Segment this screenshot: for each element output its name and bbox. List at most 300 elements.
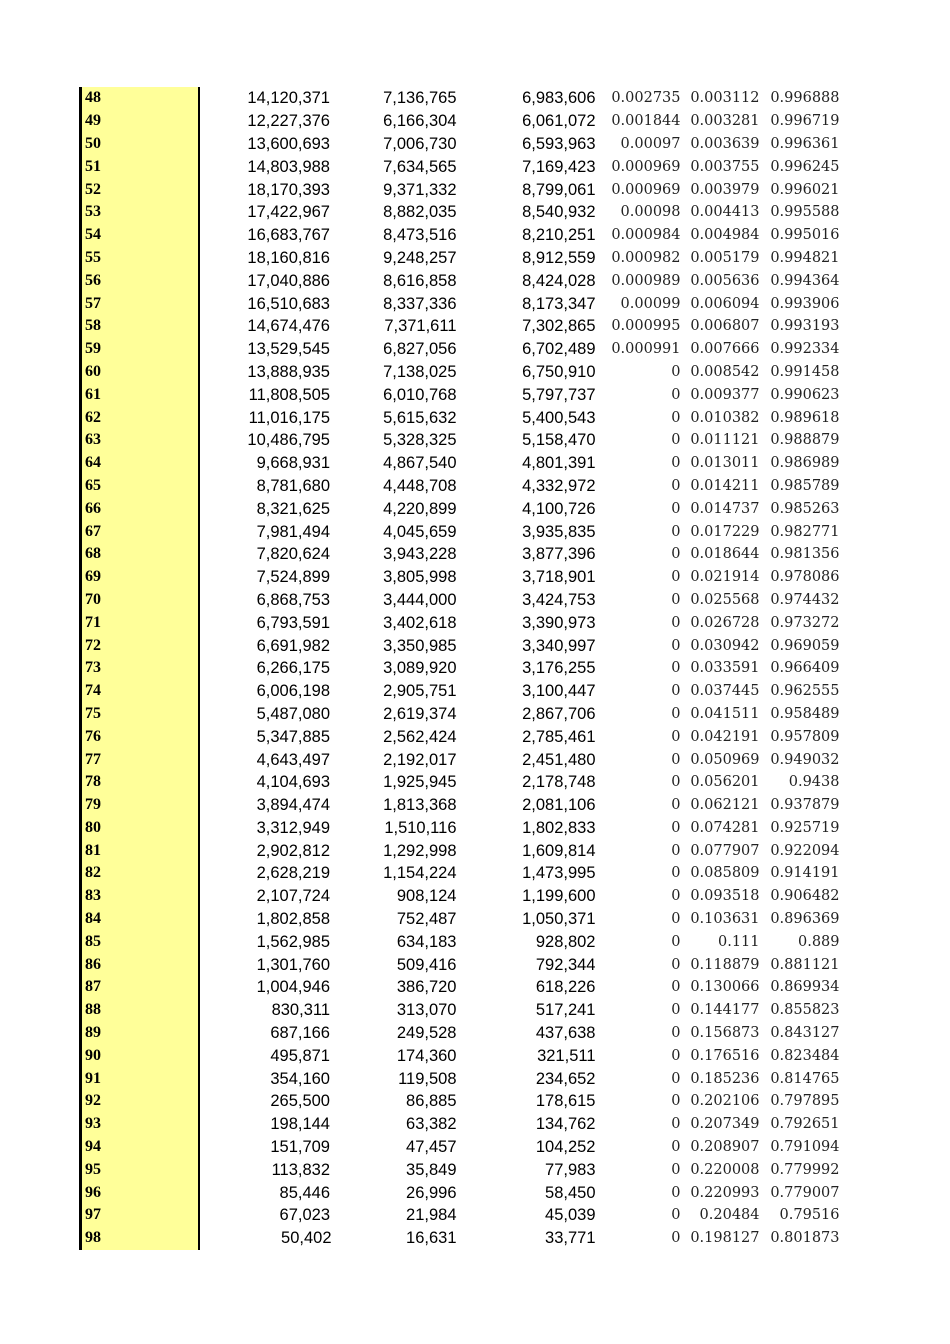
male-cell: 3,402,618 [383, 613, 457, 632]
male-cell: 908,124 [396, 887, 457, 906]
ratio-a-cell: 0 [671, 1161, 681, 1178]
age-cell: 97 [81, 1204, 200, 1227]
ratio-b-cell: 0.025568 [690, 591, 760, 608]
ratio-a-cell: 0 [671, 500, 681, 517]
ratio-b-cell: 0.003112 [690, 90, 760, 107]
male-cell: 249,528 [396, 1024, 457, 1043]
total-cell: 16,683,767 [247, 226, 330, 245]
female-cell: 8,210,251 [522, 226, 596, 245]
ratio-b-cell: 0.037445 [690, 683, 760, 700]
male-cell: 1,925,945 [383, 773, 457, 792]
ratio-a-cell: 0 [671, 979, 681, 996]
female-cell: 2,081,106 [522, 796, 596, 815]
ratio-c-cell: 0.994364 [770, 272, 840, 289]
male-cell: 1,154,224 [383, 864, 457, 883]
ratio-c-cell: 0.974432 [770, 591, 840, 608]
total-cell: 2,902,812 [256, 841, 330, 860]
ratio-c-cell: 0.991458 [770, 363, 840, 380]
ratio-a-cell: 0.000969 [611, 181, 681, 198]
female-cell: 77,983 [545, 1160, 596, 1179]
ratio-a-cell: 0 [671, 842, 681, 859]
ratio-a-cell: 0.000984 [611, 227, 681, 244]
ratio-b-cell: 0.118879 [690, 956, 760, 973]
table-row [81, 110, 840, 133]
ratio-a-cell: 0.00098 [620, 204, 681, 221]
total-cell: 830,311 [271, 1001, 330, 1020]
table-row [81, 794, 840, 817]
female-cell: 104,252 [535, 1138, 596, 1157]
ratio-a-cell: 0 [671, 774, 681, 791]
female-cell: 2,867,706 [522, 704, 596, 723]
total-cell: 7,981,494 [256, 522, 330, 541]
age-cell: 91 [81, 1067, 200, 1090]
ratio-b-cell: 0.006094 [690, 295, 760, 312]
age-cell: 66 [81, 497, 200, 520]
female-cell: 8,424,028 [522, 271, 596, 290]
total-cell: 3,312,949 [256, 818, 330, 837]
male-cell: 8,337,336 [383, 294, 457, 313]
female-cell: 134,762 [535, 1115, 596, 1134]
ratio-c-cell: 0.937879 [770, 797, 840, 814]
ratio-c-cell: 0.779992 [770, 1161, 840, 1178]
male-cell: 5,328,325 [383, 431, 457, 450]
ratio-b-cell: 0.013011 [690, 455, 760, 472]
ratio-c-cell: 0.779007 [770, 1184, 840, 1201]
total-cell: 13,529,545 [247, 340, 330, 359]
ratio-c-cell: 0.801873 [770, 1230, 840, 1247]
age-cell: 82 [81, 862, 200, 885]
table-row [81, 247, 840, 270]
ratio-b-cell: 0.144177 [690, 1002, 760, 1019]
age-cell: 61 [81, 383, 200, 406]
age-cell: 94 [81, 1136, 200, 1159]
ratio-a-cell: 0 [671, 1184, 681, 1201]
ratio-b-cell: 0.006807 [690, 318, 760, 335]
age-cell: 98 [81, 1227, 200, 1250]
total-cell: 18,160,816 [247, 248, 330, 267]
female-cell: 178,615 [535, 1092, 596, 1111]
total-cell: 11,808,505 [248, 385, 330, 404]
ratio-b-cell: 0.085809 [690, 865, 760, 882]
ratio-c-cell: 0.992334 [770, 341, 840, 358]
male-cell: 1,510,116 [384, 818, 457, 837]
age-cell: 48 [81, 87, 200, 110]
female-cell: 6,983,606 [522, 89, 596, 108]
table-row [81, 1204, 840, 1227]
table-row [81, 611, 840, 634]
male-cell: 4,448,708 [383, 476, 457, 495]
table-row [81, 1227, 840, 1250]
female-cell: 5,400,543 [522, 408, 596, 427]
age-cell: 83 [81, 885, 200, 908]
ratio-a-cell: 0 [671, 363, 681, 380]
age-cell: 89 [81, 1022, 200, 1045]
male-cell: 7,138,025 [383, 362, 457, 381]
age-cell: 69 [81, 566, 200, 589]
female-cell: 5,158,470 [522, 431, 596, 450]
total-cell: 4,643,497 [256, 750, 330, 769]
ratio-a-cell: 0 [671, 956, 681, 973]
ratio-b-cell: 0.018644 [690, 546, 760, 563]
table-row [81, 885, 840, 908]
ratio-a-cell: 0 [671, 660, 681, 677]
total-cell: 85,446 [279, 1183, 330, 1202]
ratio-b-cell: 0.008542 [690, 363, 760, 380]
female-cell: 8,540,932 [522, 203, 596, 222]
ratio-a-cell: 0 [671, 683, 681, 700]
male-cell: 313,070 [396, 1001, 457, 1020]
age-cell: 80 [81, 817, 200, 840]
ratio-a-cell: 0.000989 [611, 272, 681, 289]
ratio-a-cell: 0 [671, 911, 681, 928]
age-cell: 51 [81, 155, 200, 178]
total-cell: 5,347,885 [256, 727, 330, 746]
female-cell: 6,702,489 [522, 340, 596, 359]
ratio-c-cell: 0.993193 [770, 318, 840, 335]
ratio-b-cell: 0.003281 [690, 113, 760, 130]
male-cell: 8,473,516 [383, 226, 457, 245]
female-cell: 517,241 [535, 1001, 596, 1020]
female-cell: 7,302,865 [522, 317, 596, 336]
ratio-c-cell: 0.814765 [770, 1070, 840, 1087]
male-cell: 35,849 [406, 1160, 457, 1179]
total-cell: 14,120,371 [247, 89, 330, 108]
ratio-a-cell: 0 [671, 933, 681, 950]
female-cell: 792,344 [535, 955, 596, 974]
ratio-c-cell: 0.9438 [788, 774, 840, 791]
ratio-a-cell: 0 [671, 1116, 681, 1133]
table-row [81, 429, 840, 452]
male-cell: 6,010,768 [383, 385, 457, 404]
ratio-a-cell: 0 [671, 728, 681, 745]
table-row [81, 703, 840, 726]
ratio-b-cell: 0.077907 [690, 842, 760, 859]
table-row [81, 406, 840, 429]
female-cell: 1,802,833 [522, 818, 596, 837]
ratio-c-cell: 0.823484 [770, 1047, 840, 1064]
age-cell: 58 [81, 315, 200, 338]
male-cell: 8,616,858 [383, 271, 457, 290]
table-row [81, 1181, 840, 1204]
total-cell: 1,562,985 [256, 932, 330, 951]
male-cell: 7,634,565 [383, 157, 457, 176]
male-cell: 2,562,424 [383, 727, 457, 746]
male-cell: 3,943,228 [383, 545, 457, 564]
male-cell: 2,192,017 [383, 750, 457, 769]
total-cell: 1,004,946 [256, 978, 330, 997]
ratio-c-cell: 0.889 [797, 933, 840, 950]
male-cell: 3,444,000 [383, 590, 457, 609]
table-row [81, 383, 840, 406]
age-cell: 79 [81, 794, 200, 817]
female-cell: 3,424,753 [522, 590, 596, 609]
ratio-c-cell: 0.973272 [770, 614, 840, 631]
female-cell: 4,801,391 [522, 454, 596, 473]
ratio-b-cell: 0.062121 [690, 797, 760, 814]
ratio-b-cell: 0.176516 [690, 1047, 760, 1064]
ratio-b-cell: 0.004413 [690, 204, 760, 221]
female-cell: 2,785,461 [522, 727, 596, 746]
total-cell: 495,871 [270, 1046, 330, 1065]
ratio-b-cell: 0.093518 [690, 888, 760, 905]
total-cell: 687,166 [270, 1024, 330, 1043]
age-cell: 95 [81, 1158, 200, 1181]
male-cell: 3,350,985 [383, 636, 457, 655]
ratio-b-cell: 0.003639 [690, 135, 760, 152]
female-cell: 321,511 [537, 1046, 596, 1065]
female-cell: 3,877,396 [522, 545, 596, 564]
age-cell: 56 [81, 269, 200, 292]
female-cell: 5,797,737 [522, 385, 596, 404]
male-cell: 47,457 [406, 1138, 457, 1157]
ratio-b-cell: 0.014211 [690, 477, 760, 494]
ratio-a-cell: 0 [671, 455, 681, 472]
ratio-c-cell: 0.949032 [770, 751, 840, 768]
ratio-c-cell: 0.906482 [770, 888, 840, 905]
ratio-a-cell: 0 [671, 614, 681, 631]
age-cell: 67 [81, 520, 200, 543]
male-cell: 1,813,368 [383, 796, 457, 815]
ratio-b-cell: 0.103631 [690, 911, 760, 928]
table-row [81, 999, 840, 1022]
age-cell: 60 [81, 361, 200, 384]
male-cell: 86,885 [406, 1092, 457, 1111]
female-cell: 2,178,748 [522, 773, 596, 792]
male-cell: 7,136,765 [383, 89, 457, 108]
male-cell: 386,720 [396, 978, 457, 997]
age-cell: 78 [81, 771, 200, 794]
ratio-b-cell: 0.005636 [690, 272, 760, 289]
female-cell: 7,169,423 [522, 157, 596, 176]
table-row [81, 133, 840, 156]
ratio-c-cell: 0.966409 [770, 660, 840, 677]
age-cell: 76 [81, 725, 200, 748]
total-cell: 1,802,858 [256, 910, 330, 929]
age-cell: 93 [81, 1113, 200, 1136]
table-row [81, 361, 840, 384]
total-cell: 18,170,393 [247, 180, 330, 199]
ratio-a-cell: 0 [671, 751, 681, 768]
ratio-c-cell: 0.986989 [770, 455, 840, 472]
female-cell: 3,718,901 [522, 568, 596, 587]
female-cell: 8,173,347 [522, 294, 596, 313]
ratio-c-cell: 0.797895 [770, 1093, 840, 1110]
male-cell: 6,166,304 [383, 112, 457, 131]
ratio-c-cell: 0.843127 [770, 1025, 840, 1042]
female-cell: 234,652 [535, 1069, 596, 1088]
ratio-a-cell: 0 [671, 386, 681, 403]
ratio-c-cell: 0.922094 [770, 842, 840, 859]
male-cell: 2,619,374 [383, 704, 457, 723]
ratio-c-cell: 0.978086 [770, 569, 840, 586]
male-cell: 7,006,730 [383, 134, 457, 153]
female-cell: 3,176,255 [522, 659, 596, 678]
female-cell: 33,771 [545, 1229, 596, 1248]
ratio-a-cell: 0 [671, 1093, 681, 1110]
ratio-b-cell: 0.20484 [699, 1207, 760, 1224]
age-cell: 65 [81, 475, 200, 498]
female-cell: 437,638 [535, 1024, 596, 1043]
total-cell: 6,793,591 [256, 613, 330, 632]
ratio-c-cell: 0.958489 [770, 705, 840, 722]
table-row [81, 543, 840, 566]
ratio-b-cell: 0.208907 [690, 1139, 760, 1156]
age-cell: 70 [81, 589, 200, 612]
table-row [81, 292, 840, 315]
age-cell: 72 [81, 634, 200, 657]
total-cell: 7,820,624 [256, 545, 330, 564]
age-cell: 63 [81, 429, 200, 452]
table-row [81, 817, 840, 840]
ratio-a-cell: 0 [671, 1025, 681, 1042]
ratio-a-cell: 0 [671, 523, 681, 540]
ratio-c-cell: 0.79516 [779, 1207, 840, 1224]
ratio-c-cell: 0.996021 [770, 181, 840, 198]
total-cell: 50,402 [281, 1229, 332, 1248]
male-cell: 63,382 [406, 1115, 457, 1134]
total-cell: 7,524,899 [256, 568, 330, 587]
table-row [81, 748, 840, 771]
total-cell: 6,691,982 [256, 636, 330, 655]
ratio-b-cell: 0.074281 [690, 819, 760, 836]
table-row [81, 976, 840, 999]
ratio-c-cell: 0.989618 [770, 409, 840, 426]
table-row [81, 475, 840, 498]
table-row [81, 1067, 840, 1090]
table-row [81, 908, 840, 931]
total-cell: 12,227,376 [247, 112, 330, 131]
ratio-b-cell: 0.130066 [690, 979, 760, 996]
ratio-c-cell: 0.792651 [770, 1116, 840, 1133]
age-cell: 54 [81, 224, 200, 247]
total-cell: 5,487,080 [256, 704, 330, 723]
age-cell: 84 [81, 908, 200, 931]
total-cell: 67,023 [279, 1206, 330, 1225]
table-row [81, 1113, 840, 1136]
ratio-c-cell: 0.993906 [770, 295, 840, 312]
total-cell: 2,107,724 [256, 887, 330, 906]
ratio-a-cell: 0 [671, 546, 681, 563]
ratio-a-cell: 0 [671, 477, 681, 494]
ratio-a-cell: 0 [671, 1047, 681, 1064]
ratio-c-cell: 0.925719 [770, 819, 840, 836]
ratio-a-cell: 0.000982 [611, 249, 681, 266]
ratio-a-cell: 0 [671, 797, 681, 814]
ratio-a-cell: 0 [671, 888, 681, 905]
ratio-c-cell: 0.982771 [770, 523, 840, 540]
table-row [81, 657, 840, 680]
ratio-a-cell: 0 [671, 637, 681, 654]
ratio-a-cell: 0 [671, 1207, 681, 1224]
ratio-b-cell: 0.111 [717, 933, 760, 950]
female-cell: 3,340,997 [522, 636, 596, 655]
ratio-b-cell: 0.198127 [690, 1230, 760, 1247]
table-row [81, 1022, 840, 1045]
total-cell: 6,006,198 [256, 682, 330, 701]
table-row [81, 1090, 840, 1113]
table-row [81, 497, 840, 520]
male-cell: 16,631 [406, 1229, 457, 1248]
total-cell: 151,709 [270, 1138, 330, 1157]
total-cell: 354,160 [270, 1069, 330, 1088]
total-cell: 13,600,693 [247, 134, 330, 153]
ratio-c-cell: 0.981356 [770, 546, 840, 563]
total-cell: 4,104,693 [256, 773, 330, 792]
total-cell: 1,301,760 [256, 955, 330, 974]
ratio-b-cell: 0.010382 [690, 409, 760, 426]
ratio-c-cell: 0.988879 [770, 432, 840, 449]
male-cell: 5,615,632 [383, 408, 457, 427]
female-cell: 3,935,835 [522, 522, 596, 541]
female-cell: 4,100,726 [522, 499, 596, 518]
ratio-a-cell: 0.000969 [611, 158, 681, 175]
ratio-a-cell: 0.001844 [611, 113, 681, 130]
age-cell: 57 [81, 292, 200, 315]
table-body [81, 87, 840, 1250]
ratio-a-cell: 0 [671, 591, 681, 608]
age-cell: 92 [81, 1090, 200, 1113]
ratio-c-cell: 0.962555 [770, 683, 840, 700]
ratio-b-cell: 0.202106 [690, 1093, 760, 1110]
total-cell: 9,668,931 [256, 454, 330, 473]
female-cell: 1,199,600 [522, 887, 596, 906]
total-cell: 6,868,753 [256, 590, 330, 609]
table-row [81, 1136, 840, 1159]
total-cell: 2,628,219 [256, 864, 330, 883]
ratio-b-cell: 0.026728 [690, 614, 760, 631]
female-cell: 1,609,814 [522, 841, 596, 860]
age-cell: 85 [81, 930, 200, 953]
ratio-a-cell: 0 [671, 1070, 681, 1087]
male-cell: 119,508 [398, 1069, 457, 1088]
ratio-b-cell: 0.011121 [690, 432, 760, 449]
male-cell: 2,905,751 [383, 682, 457, 701]
ratio-c-cell: 0.994821 [770, 249, 840, 266]
male-cell: 7,371,611 [384, 317, 457, 336]
female-cell: 928,802 [535, 932, 596, 951]
age-cell: 50 [81, 133, 200, 156]
age-cell: 75 [81, 703, 200, 726]
table-row [81, 930, 840, 953]
age-cell: 86 [81, 953, 200, 976]
total-cell: 16,510,683 [247, 294, 330, 313]
ratio-a-cell: 0.00097 [620, 135, 681, 152]
ratio-c-cell: 0.881121 [770, 956, 840, 973]
female-cell: 2,451,480 [522, 750, 596, 769]
ratio-c-cell: 0.995588 [770, 204, 840, 221]
ratio-b-cell: 0.021914 [690, 569, 760, 586]
total-cell: 265,500 [270, 1092, 330, 1111]
ratio-a-cell: 0 [671, 409, 681, 426]
ratio-b-cell: 0.030942 [690, 637, 760, 654]
ratio-c-cell: 0.996888 [770, 90, 840, 107]
ratio-b-cell: 0.185236 [690, 1070, 760, 1087]
age-cell: 90 [81, 1044, 200, 1067]
male-cell: 174,360 [396, 1046, 457, 1065]
age-cell: 77 [81, 748, 200, 771]
table-row [81, 87, 840, 110]
ratio-a-cell: 0.000995 [611, 318, 681, 335]
male-cell: 6,827,056 [383, 340, 457, 359]
table-row [81, 862, 840, 885]
total-cell: 14,803,988 [247, 157, 330, 176]
ratio-a-cell: 0 [671, 1230, 681, 1247]
male-cell: 509,416 [396, 955, 457, 974]
ratio-a-cell: 0.00099 [620, 295, 681, 312]
ratio-c-cell: 0.914191 [770, 865, 840, 882]
age-cell: 96 [81, 1181, 200, 1204]
ratio-b-cell: 0.014737 [690, 500, 760, 517]
